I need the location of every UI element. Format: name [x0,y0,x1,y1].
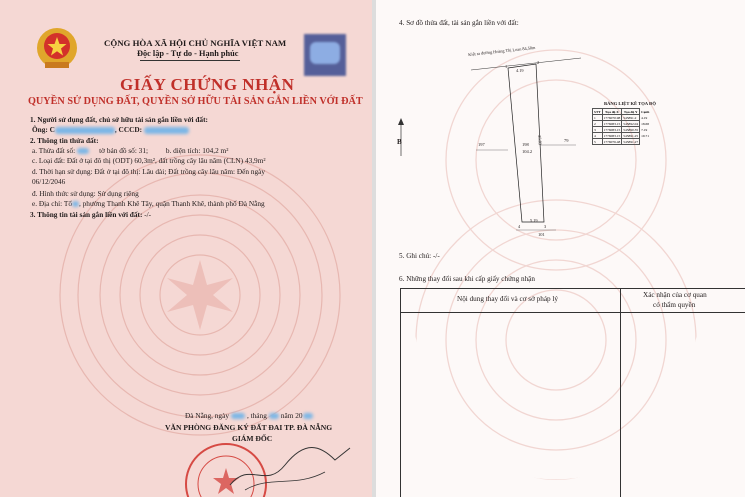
coords-table [592,108,651,145]
certificate-subtitle: QUYỀN SỬ DỤNG ĐẤT, QUYỀN SỞ HỮU TÀI SẢN GẮN LIỀN VỚI ĐẤT [28,96,363,107]
section-5-value: -/- [432,252,440,260]
owner-label: Ông: C [32,125,55,134]
issue-date [185,411,313,420]
neighbor-right: 79 [564,138,569,143]
parcel-number-label: a. Thửa đất số: [32,146,76,155]
use-term-line2: 06/12/2046 [32,177,66,186]
vertex-3: 3 [544,224,547,229]
neighbor-left: 197 [478,142,485,147]
month-redacted [269,413,279,419]
coords-cell: 5 [593,139,603,145]
coords-side-cell: 4.19 [641,115,648,120]
qr-code [304,34,346,76]
coords-cell: 545891.27 [623,139,639,144]
coords-header: Tọa độ Y [622,109,640,115]
coords-cell: 3 [593,127,603,133]
coords-header: Tọa độ X [602,109,622,115]
coords-side-cell: 19.71 [641,133,649,138]
motto-underline [140,60,240,61]
national-emblem-icon [35,26,79,72]
parcel-number: 198 [522,142,529,147]
section-1-heading: 1. Người sử dụng đất, chủ sở hữu tài sản gắn liền với đất: [30,115,208,124]
issue-date-year: năm 20 [280,411,303,420]
parcel-line [32,146,228,155]
director-title: GIÁM ĐỐC [232,434,273,443]
cccd-label: , CCCD: [114,125,143,134]
vertex-1: 1 [505,64,508,69]
parcel-area: b. diện tích: 104,2 m² [165,146,229,155]
owner-name-redacted [55,127,115,134]
map-sheet: tờ bản đồ số: 31; [99,146,148,155]
year-redacted [303,413,313,419]
address-prefix: e. Địa chỉ: Tổ [32,199,72,208]
neighbor-bottom: 101 [538,232,545,237]
parcel-area-value: 104.2 [522,149,533,154]
use-form: đ. Hình thức sử dụng: Sử dụng riêng [32,189,139,198]
north-label: B [397,138,402,146]
owner-line [32,125,189,134]
day-redacted [231,413,245,419]
changes-col2-header-line1: Xác nhận của cơ quan [643,291,707,299]
section-3-value: -/- [144,210,152,219]
coords-side-cell: 7.19 [641,127,648,132]
coords-cell: 1776076.48 [603,139,621,144]
coords-cell: 545890.35 [623,127,639,132]
certificate-title: GIẤY CHỨNG NHẬN [120,75,295,94]
coords-cell: 545892.04 [623,121,639,126]
issue-date-month: , tháng [246,411,267,420]
vertex-4: 4 [518,224,521,229]
address-line [32,199,265,208]
coords-cell: 2 [593,121,603,127]
changes-col2-header-line2: có thẩm quyền [653,301,696,309]
address-rest: , phường Thanh Khê Tây, quận Thanh Khê, thành phố Đà Nẵng [79,199,265,208]
certificate-front-page [0,0,372,497]
coords-header: STT [594,109,601,114]
road-label: Kiệt ra đường Hoàng Thị Loan 84,50m [468,44,536,57]
coords-cell: 1776083.15 [603,121,621,126]
section-3-heading: 3. Thông tin tài sản gắn liền với đất: [30,210,143,219]
certificate-back-page [376,0,745,497]
coords-header: Cạnh [641,109,650,114]
coords-cell: 1776083.15 [603,127,621,132]
parcel-number-redacted [77,148,89,154]
coords-table-wrapper [592,108,651,145]
issuing-office: VĂN PHÒNG ĐĂNG KÝ ĐẤT ĐAI TP. ĐÀ NẴNG [165,423,333,432]
vertex-2: 2 [537,60,540,65]
changes-header-divider [401,312,745,313]
section-2-heading: 2. Thông tin thửa đất: [30,136,99,145]
section-6-heading: 6. Những thay đổi sau khi cấp giấy chứng nhận [399,275,535,283]
coords-cell: 545891.2 [622,115,640,121]
coords-cell: 1776083.15 [603,133,621,138]
changes-col1-header: Nội dung thay đổi và cơ sở pháp lý [457,295,559,303]
dim-top: 4.19 [516,68,524,73]
coords-row [593,139,651,145]
address-group-redacted [72,201,79,207]
section-5-line [399,252,440,260]
section-5-heading: 5. Ghi chú: [399,252,432,260]
changes-table [400,288,745,497]
land-type: c. Loại đất: Đất ở tại đô thị (ODT) 60,3m², đất trồng cây lâu năm (CLN) 43,9m² [32,156,266,165]
republic-heading: CỘNG HÒA XÃ HỘI CHỦ NGHĨA VIỆT NAM [104,38,287,48]
dim-side: 25.83 [537,135,543,146]
coords-cell: 4 [593,133,603,139]
coords-title: BẢNG LIỆT KÊ TỌA ĐỘ [604,101,656,106]
changes-col-divider [620,289,621,497]
section-3-line [30,210,151,219]
section-4-heading: 4. Sơ đồ thửa đất, tài sản gắn liền với đất: [399,19,519,27]
dim-bottom: 5.19 [530,218,538,223]
coords-cell: 1776070.98 [603,115,621,120]
issue-date-city: Đà Nẵng, ngày [185,411,229,420]
motto: Độc lập - Tự do - Hạnh phúc [137,49,239,58]
coords-cell: 545891.25 [623,133,639,138]
coords-side-cell: 18.68 [641,121,649,126]
signature [225,440,355,495]
use-term-line1: d. Thời hạn sử dụng: Đất ở tại đô thị: Lâu dài; Đất trồng cây lâu năm: Đến ngày [32,167,266,176]
cccd-redacted [144,127,189,134]
coords-cell: 1 [593,115,603,121]
